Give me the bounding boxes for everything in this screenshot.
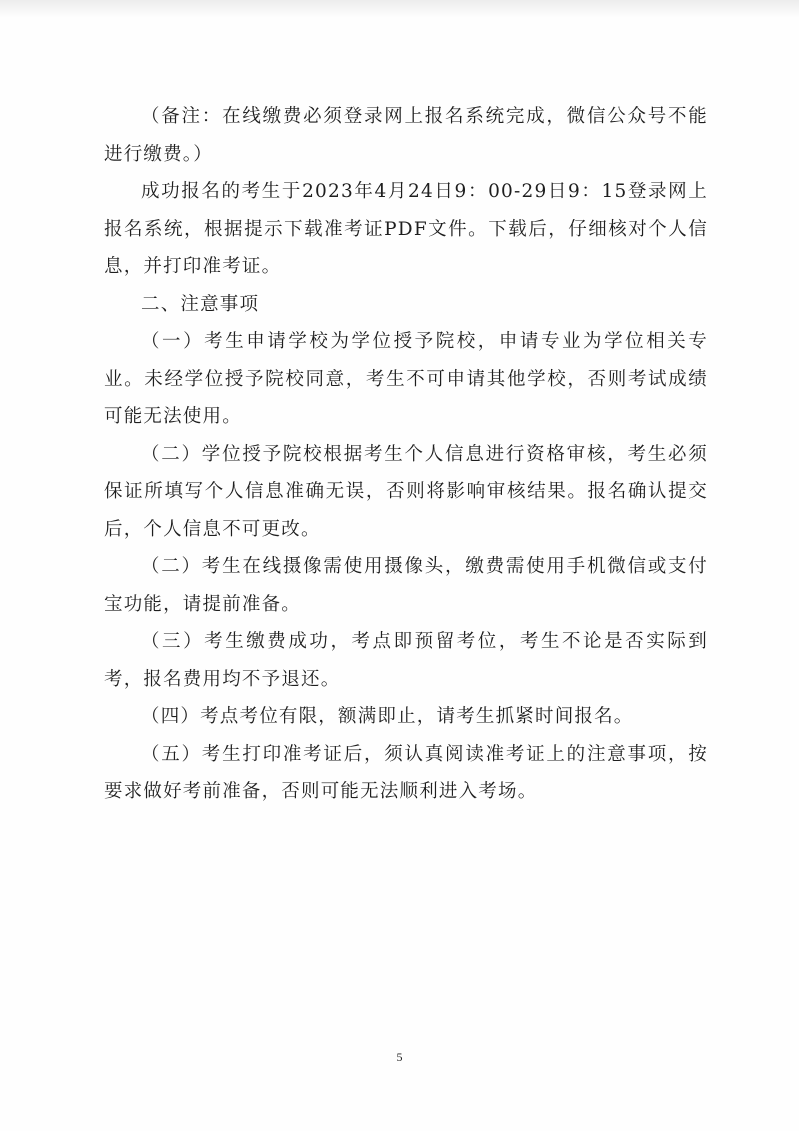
payment-note-paragraph: （备注：在线缴费必须登录网上报名系统完成，微信公众号不能进行缴费。） [104, 106, 708, 165]
page-number: 5 [396, 1050, 403, 1064]
scan-edge-shadow [0, 0, 799, 18]
note-item-6: （五）考生打印准考证后，须认真阅读准考证上的注意事项，按要求做好考前准备，否则可能无法顺利进入考场。 [104, 743, 708, 802]
note-item-3: （二）考生在线摄像需使用摄像头，缴费需使用手机微信或支付宝功能，请提前准备。 [104, 556, 708, 615]
note-item-1: （一）考生申请学校为学位授予院校，申请专业为学位相关专业。未经学位授予院校同意，考生不可申请其他学校，否则考试成绩可能无法使用。 [104, 331, 708, 427]
section-heading: 二、注意事项 [141, 293, 260, 315]
note-item-2: （二）学位授予院校根据考生个人信息进行资格审核，考生必须保证所填写个人信息准确无误，否则将影响审核结果。报名确认提交后，个人信息不可更改。 [104, 443, 708, 540]
admission-ticket-paragraph: 成功报名的考生于2023年4月24日9：00-29日9：15登录网上报名系统，根据提示下载准考证PDF文件。下载后，仔细核对个人信息，并打印准考证。 [104, 181, 708, 277]
document-body [104, 98, 708, 811]
note-item-4: （三）考生缴费成功，考点即预留考位，考生不论是否实际到考，报名费用均不予退还。 [104, 631, 708, 690]
note-item-5: （四）考点考位有限，额满即止，请考生抓紧时间报名。 [141, 706, 634, 727]
